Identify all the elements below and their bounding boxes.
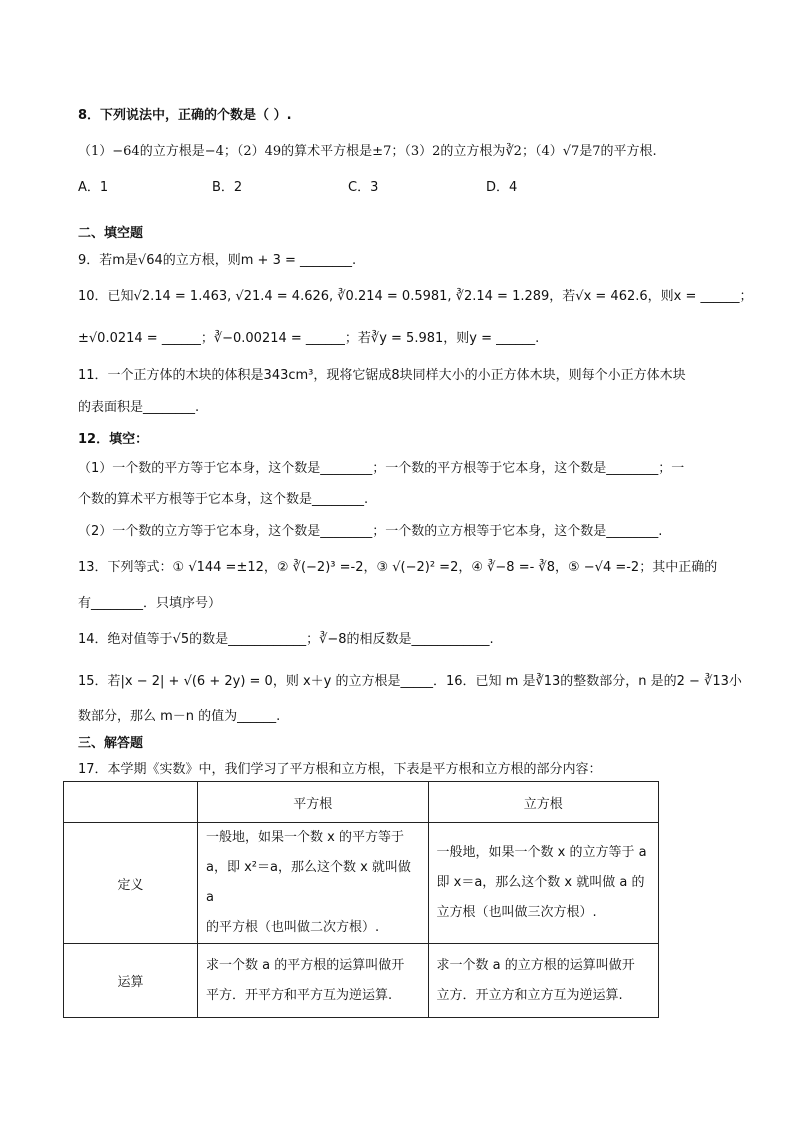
op-sq-line-2: 平方．开平方和平方互为逆运算. <box>206 987 393 1003</box>
def-sq-line-3: 的平方根（也叫做二次方根）. <box>206 920 380 935</box>
operation-square-root <box>198 944 429 1018</box>
definition-square-root <box>198 823 429 944</box>
q12-line2: 个数的算术平方根等于它本身，这个数是________. <box>78 492 369 507</box>
def-cb-line-2: 即 x＝a，那么这个数 x 就叫做 a 的 <box>436 875 645 890</box>
q10-line2: ±√0.0214 = ______；∛−0.00214 = ______；若∛y = 5.981，则y = ______. <box>78 331 540 346</box>
q14: 14．绝对值等于√5的数是____________；∛−8的相反数是____________. <box>78 632 494 647</box>
operation-cube-root <box>428 944 659 1018</box>
op-sq-line-1: 求一个数 a 的平方根的运算叫做开 <box>206 957 405 973</box>
table-header-square-root: 平方根 <box>198 782 429 823</box>
q15-line2: 数部分，那么 m－n 的值为______. <box>78 709 281 724</box>
def-cb-line-3: 立方根（也叫做三次方根）. <box>436 905 597 920</box>
q15-line1: 15．若|x − 2| + √(6 + 2y) = 0，则 x＋y 的立方根是_____．16．已知 m 是∛13的整数部分，n 是的2 − ∛13小 <box>78 674 742 689</box>
def-sq-line-2: a，即 x²＝a，那么这个数 x 就叫做 a <box>206 860 411 905</box>
op-cb-line-2: 立方．开立方和立方互为逆运算. <box>436 987 623 1003</box>
table-row-definition <box>64 823 659 944</box>
q13-line2: 有________．只填序号） <box>78 596 222 611</box>
q11-line2: 的表面积是________. <box>78 400 200 415</box>
def-sq-line-1: 一般地，如果一个数 x 的平方等于 <box>206 830 404 845</box>
option-b: B．2 <box>212 180 243 195</box>
section-heading-solve: 三、解答题 <box>78 736 144 751</box>
q12-head: 12．填空： <box>78 432 149 447</box>
def-cb-line-1: 一般地，如果一个数 x 的立方等于 a <box>436 845 647 860</box>
table-header-row <box>64 782 659 823</box>
table-header-empty <box>64 782 198 823</box>
q11-line1: 11．一个正方体的木块的体积是343cm³，现将它锯成8块同样大小的小正方体木块，则每个小正方体木块 <box>78 368 686 383</box>
roots-table <box>63 781 659 1018</box>
table-row-operation <box>64 944 659 1018</box>
q13-line1: 13．下列等式：① √144 =±12，② ∛(−2)³ =-2，③ √(−2)² =2，④ ∛−8 =- ∛8，⑤ −√4 =-2；其中正确的 <box>78 560 718 575</box>
q17-intro: 17．本学期《实数》中，我们学习了平方根和立方根，下表是平方根和立方根的部分内容： <box>78 762 602 777</box>
option-c: C．3 <box>348 180 379 195</box>
op-cb-line-1: 求一个数 a 的立方根的运算叫做开 <box>436 957 635 973</box>
option-d: D．4 <box>486 180 518 195</box>
table-header-cube-root: 立方根 <box>428 782 659 823</box>
q8-head: 8．下列说法中，正确的个数是（ ）. <box>78 108 292 123</box>
row-label-definition: 定义 <box>64 823 198 944</box>
option-a: A．1 <box>78 180 109 195</box>
q12-line3: （2）一个数的立方等于它本身，这个数是________；一个数的立方根等于它本身，这个数是________. <box>78 524 663 539</box>
q10-line1: 10．已知√2.14 = 1.463, √21.4 = 4.626, ∛0.214 = 0.5981, ∛2.14 = 1.289，若√x = 462.6，则x = ______； <box>78 289 753 304</box>
q8-statements: （1）−64的立方根是−4；（2）49的算术平方根是±7；（3）2的立方根为∛2；（4）√7是7的平方根. <box>78 144 657 159</box>
q12-line1: （1）一个数的平方等于它本身，这个数是________；一个数的平方根等于它本身，这个数是________；一 <box>78 461 685 476</box>
section-heading-fill-blank: 二、填空题 <box>78 226 144 241</box>
row-label-operation: 运算 <box>64 944 198 1018</box>
q9: 9．若m是√64的立方根，则m + 3 = ________. <box>78 253 357 268</box>
definition-cube-root <box>428 823 659 944</box>
